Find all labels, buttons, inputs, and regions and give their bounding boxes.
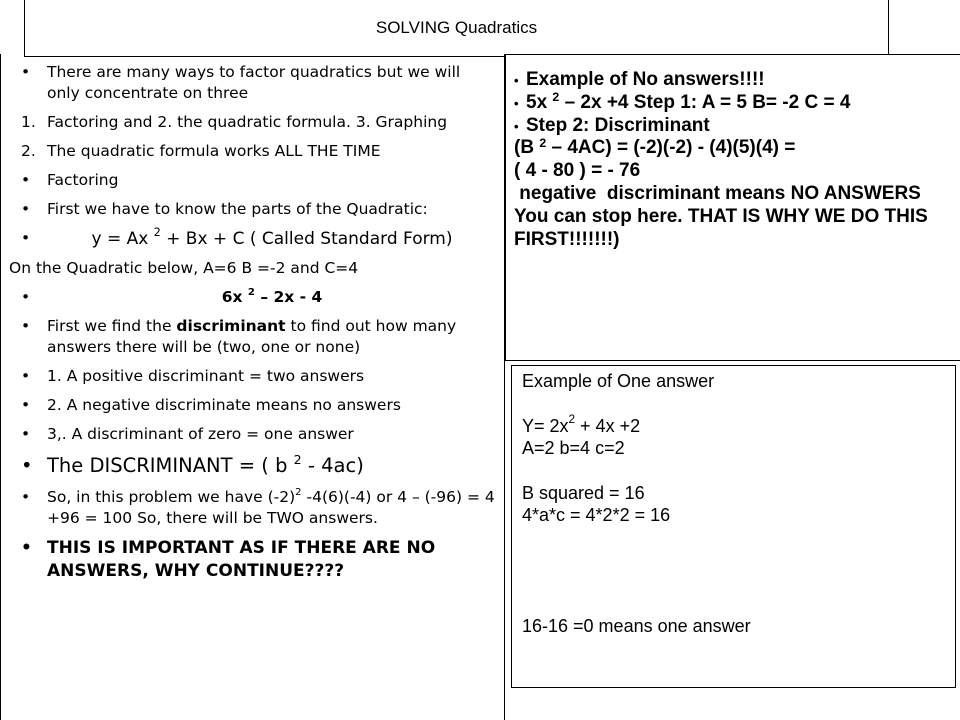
item-text: Factoring and 2. the quadratic formula. 3. Graphing <box>47 112 448 131</box>
number-marker: 2. <box>21 141 36 160</box>
one-answer-example <box>511 365 956 688</box>
no-answers-step1: • 5x $^2$ – 2x +4 Step 1: A = 5 B= -2 C = 4 <box>514 92 954 115</box>
page-title: SOLVING Quadratics <box>375 18 538 37</box>
one-answer-heading: Example of One answer <box>522 371 715 391</box>
bullet-marker: • <box>514 118 519 134</box>
bullet-marker: • <box>21 367 31 386</box>
bullet-marker: • <box>514 73 519 88</box>
no-answers-line: negative discriminant means NO ANSWERS <box>514 182 921 204</box>
one-answer-content <box>522 370 947 637</box>
one-answer-result: 16-16 =0 means one answer <box>522 615 751 636</box>
one-answer-fourac: 4*a*c = 4*2*2 = 16 <box>522 505 671 525</box>
left-content <box>9 62 497 591</box>
list-item <box>9 366 497 387</box>
list-item <box>9 112 497 133</box>
item-text: On the Quadratic below, A=6 B =-2 and C=4 <box>9 259 359 278</box>
one-answer-equation: $Y= 2x^2 + 4x +2$ <box>522 412 641 436</box>
one-answer-coefficients: A=2 b=4 c=2 <box>522 438 625 458</box>
item-text: THIS IS IMPORTANT AS IF THERE ARE NO ANSWERS, WHY CONTINUE???? <box>47 538 436 582</box>
no-answers-line: ( 4 - 80 ) = - 76 <box>514 160 641 182</box>
bullet-marker: • <box>21 288 31 307</box>
bullet-marker: • <box>21 488 31 507</box>
bullet-marker: • <box>21 170 31 189</box>
discriminant-term: discriminant <box>176 317 286 336</box>
item-text: The quadratic formula works ALL THE TIME <box>47 141 381 160</box>
list-item: • First we find the discriminant to find out how many answers there will be (two, one or none) <box>21 317 457 357</box>
item-text: First we have to know the parts of the Quadratic: <box>47 199 428 218</box>
bullet-marker: • <box>21 425 31 443</box>
discriminant-formula: • The DISCRIMINANT = ( b $^2$ - 4ac) <box>9 453 497 479</box>
bullet-marker: • <box>21 453 33 477</box>
item-text: There are many ways to factor quadratics but we will only concentrate on three <box>47 63 461 102</box>
list-item <box>9 395 497 416</box>
no-answers-content <box>514 69 954 251</box>
title-box <box>24 0 889 57</box>
no-answers-step2: • Step 2: Discriminant <box>514 115 954 138</box>
item-text: 1. A positive discriminant = two answers <box>47 367 365 386</box>
list-item: • So, in this problem we have $(-2)^2$ -4(6)(-4) or 4 – (-96) = 4 +96 = 100 So, there will be TWO answers. <box>21 486 495 528</box>
no-answers-example <box>505 54 960 361</box>
example-equation: • 6x $^2$ – 2x - 4 <box>21 286 323 307</box>
list-item <box>9 199 497 220</box>
bullet-marker: • <box>21 63 31 81</box>
bullet-marker: • <box>21 228 31 247</box>
list-item <box>9 170 497 191</box>
bullet-marker: • <box>514 95 519 111</box>
no-answers-line: (B $^2$ – 4AC) = (-2)(-2) - (4)(5)(4) = <box>514 135 796 159</box>
important-note <box>9 537 497 583</box>
list-item <box>9 424 497 445</box>
no-answers-heading: • Example of No answers!!!! <box>514 69 954 92</box>
coefficient-note <box>9 258 497 279</box>
left-column <box>0 54 505 720</box>
bullet-marker: • <box>21 317 31 336</box>
standard-form-equation: • y = Ax $^2$ + Bx + C ( Called Standard Form) <box>21 225 453 249</box>
bullet-marker: • <box>21 199 31 218</box>
item-text: 3,. A discriminant of zero = one answer <box>47 425 354 443</box>
one-answer-bsquared: B squared = 16 <box>522 482 645 503</box>
bullet-marker: • <box>21 396 31 415</box>
item-text: Factoring <box>47 170 119 189</box>
item-text: 2. A negative discriminate means no answers <box>47 396 401 415</box>
bullet-marker: • <box>21 538 32 559</box>
no-answers-line: You can stop here. THAT IS WHY WE DO THIS FIRST!!!!!!!) <box>514 205 928 250</box>
list-item <box>9 141 497 162</box>
number-marker: 1. <box>21 112 36 131</box>
list-item <box>9 62 497 104</box>
